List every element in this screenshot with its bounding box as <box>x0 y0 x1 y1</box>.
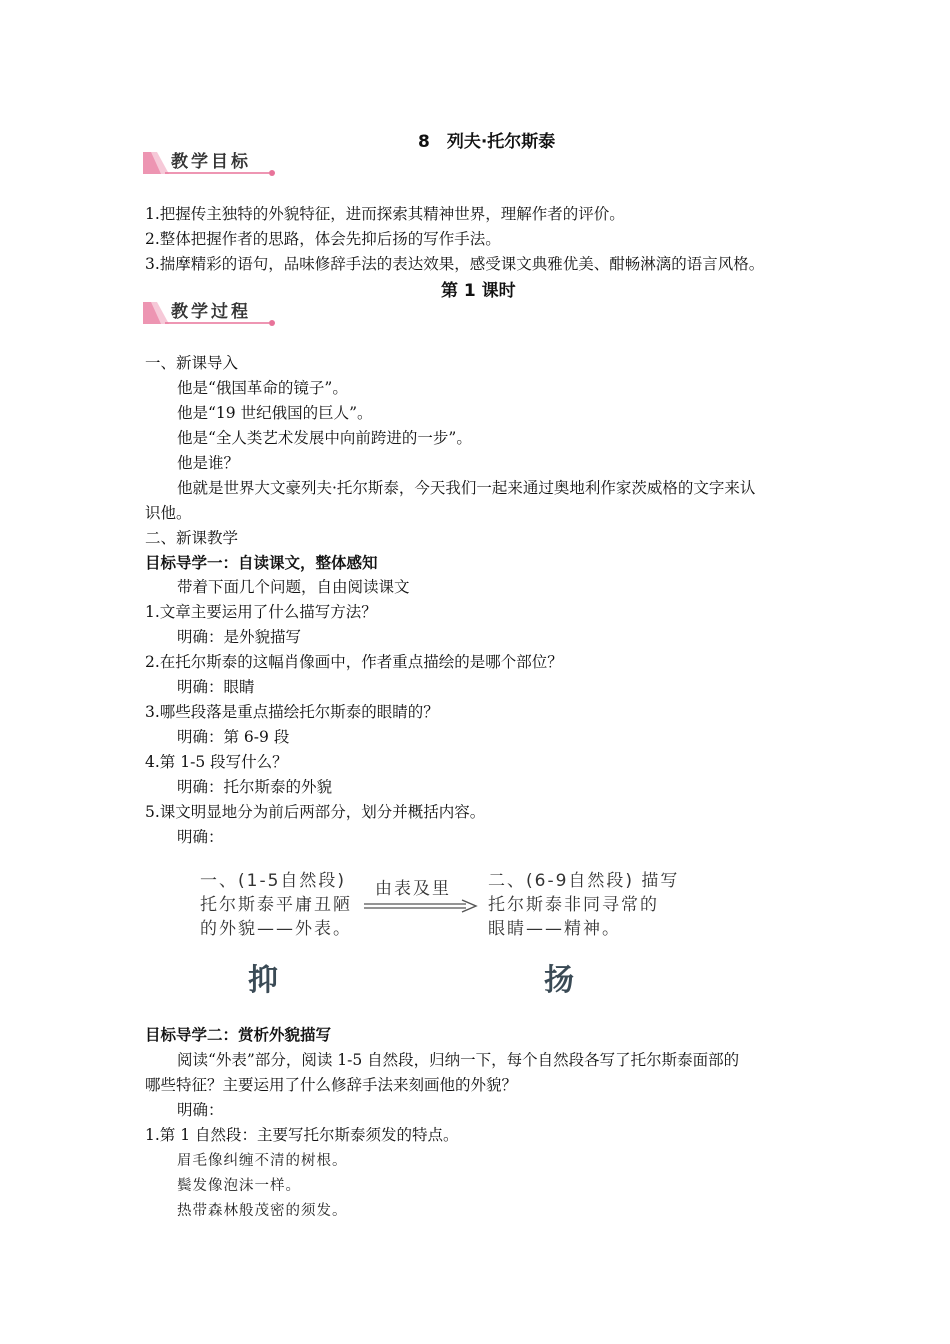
section-heading: 二、新课教学 <box>145 529 239 547</box>
instruction-line: 带着下面几个问题，自由阅读课文 <box>177 578 410 596</box>
structure-diagram <box>190 860 710 1005</box>
intro-line: 他是“俄国革命的镜子”。 <box>177 379 348 397</box>
intro-line: 他是“19 世纪俄国的巨人”。 <box>177 404 373 422</box>
diagram-right-line: 二、(6-9自然段) 描写 <box>488 871 680 891</box>
intro-line: 他就是世界大文豪列夫·托尔斯泰，今天我们一起来通过奥地利作家茨威格的文字来认 <box>177 479 756 497</box>
goal-item: 2.整体把握作者的思路，体会先抑后扬的写作手法。 <box>145 230 501 248</box>
intro-line: 他是谁？ <box>177 454 240 472</box>
goal-item: 1.把握传主独特的外貌特征，进而探索其精神世界，理解作者的评价。 <box>145 205 625 223</box>
suppress-char: 抑 <box>248 963 278 998</box>
goal-heading: 目标导学一：自读课文，整体感知 <box>145 554 378 572</box>
intro-line: 他是“全人类艺术发展中向前跨进的一步”。 <box>177 429 472 447</box>
diagram-right-line: 眼睛——精神。 <box>488 919 621 939</box>
goals-badge <box>143 146 283 180</box>
praise-char: 扬 <box>544 963 574 998</box>
answer: 明确： <box>177 828 224 846</box>
answer: 明确：眼睛 <box>177 678 255 696</box>
process-badge <box>143 296 283 330</box>
process-badge-label: 教学过程 <box>171 302 251 322</box>
arrow-label: 由表及里 <box>375 879 451 899</box>
question: 1.文章主要运用了什么描写方法？ <box>145 603 377 621</box>
quote-line: 眉毛像纠缠不清的树根。 <box>177 1153 348 1169</box>
answer-item: 1.第 1 自然段：主要写托尔斯泰须发的特点。 <box>145 1126 459 1144</box>
question: 5.课文明显地分为前后两部分，划分并概括内容。 <box>145 803 486 821</box>
answer: 明确：第 6-9 段 <box>177 728 290 746</box>
lesson-title: 第 1 课时 <box>441 281 516 301</box>
intro-line: 识他。 <box>145 504 192 522</box>
goal-item: 3.揣摩精彩的语句，品味修辞手法的表达效果，感受课文典雅优美、酣畅淋漓的语言风格。 <box>145 255 765 273</box>
quote-line: 鬓发像泡沫一样。 <box>177 1178 301 1194</box>
page-title: 8 列夫·托尔斯泰 <box>418 132 556 152</box>
diagram-left-line: 托尔斯泰平庸丑陋 <box>200 895 352 915</box>
quote-line: 热带森林般茂密的须发。 <box>177 1203 348 1219</box>
section-heading: 一、新课导入 <box>145 354 239 372</box>
question: 4.第 1-5 段写什么？ <box>145 753 288 771</box>
goal-heading: 目标导学二：赏析外貌描写 <box>145 1026 332 1044</box>
answer: 明确： <box>177 1101 224 1119</box>
answer: 明确：是外貌描写 <box>177 628 302 646</box>
question: 2.在托尔斯泰的这幅肖像画中，作者重点描绘的是哪个部位？ <box>145 653 563 671</box>
right-arrow-icon <box>362 898 480 914</box>
question: 3.哪些段落是重点描绘托尔斯泰的眼睛的？ <box>145 703 439 721</box>
paragraph-line: 阅读“外表”部分，阅读 1-5 自然段，归纳一下，每个自然段各写了托尔斯泰面部的 <box>177 1051 740 1069</box>
paragraph-line: 哪些特征？主要运用了什么修辞手法来刻画他的外貌？ <box>145 1076 518 1094</box>
diagram-left-line: 一、(1-5自然段) <box>200 871 347 891</box>
goals-badge-label: 教学目标 <box>171 152 251 172</box>
answer: 明确：托尔斯泰的外貌 <box>177 778 333 796</box>
diagram-right-line: 托尔斯泰非同寻常的 <box>488 895 659 915</box>
diagram-left-line: 的外貌——外表。 <box>200 919 352 939</box>
